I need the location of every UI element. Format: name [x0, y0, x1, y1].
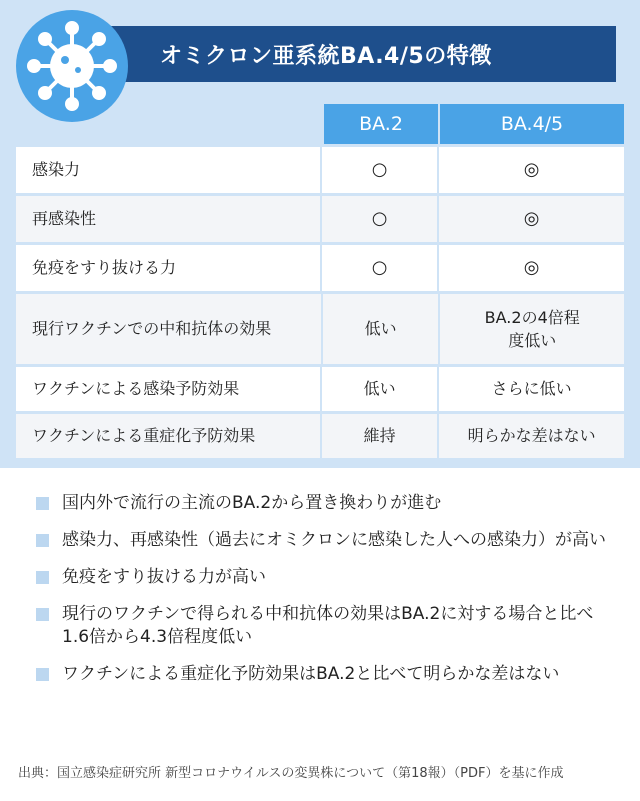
square-bullet-icon — [36, 668, 49, 681]
square-bullet-icon — [36, 534, 49, 547]
ba45-value: 明らかな差はない — [437, 414, 624, 458]
table-row — [16, 147, 624, 193]
list-item — [36, 529, 616, 552]
ba2-value: ○ — [320, 196, 437, 242]
ba2-value: ○ — [320, 147, 437, 193]
table-row — [16, 414, 624, 458]
ba45-value: ◎ — [437, 147, 624, 193]
page-title: オミクロン亜系統BA.4/5の特徴 — [160, 43, 492, 69]
bullet-text: 感染力、再感染性（過去にオミクロンに感染した人への感染力）が高い — [62, 530, 606, 550]
list-item — [36, 492, 616, 515]
ba45-value: BA.2の4倍程度低い — [438, 294, 624, 364]
square-bullet-icon — [36, 497, 49, 510]
bullet-text: ワクチンによる重症化予防効果はBA.2と比べて明らかな差はない — [62, 664, 560, 684]
square-bullet-icon — [36, 608, 49, 621]
list-item — [36, 603, 616, 649]
bullet-text: 免疫をすり抜ける力が高い — [62, 567, 266, 587]
table-row — [16, 245, 624, 291]
bullet-list — [36, 492, 616, 700]
header-ba2: BA.2 — [324, 104, 438, 144]
bullet-text: 現行のワクチンで得られる中和抗体の効果はBA.2に対する場合と比べ1.6倍から4.3倍程度低い — [62, 604, 594, 647]
row-label: 感染力 — [32, 160, 81, 180]
title-bar — [100, 26, 616, 82]
bullet-text: 国内外で流行の主流のBA.2から置き換わりが進む — [62, 493, 442, 513]
ba2-value: 低い — [320, 367, 437, 411]
square-bullet-icon — [36, 571, 49, 584]
list-item — [36, 663, 616, 686]
ba2-value: ○ — [320, 245, 437, 291]
list-item — [36, 566, 616, 589]
table-row — [16, 367, 624, 411]
header-ba45: BA.4/5 — [440, 104, 624, 144]
row-label: 再感染性 — [32, 209, 97, 229]
row-label: 現行ワクチンでの中和抗体の効果 — [32, 319, 272, 339]
source-citation: 出典：国立感染症研究所 新型コロナウイルスの変異株について（第18報）（PDF）を基に作成 — [18, 766, 564, 781]
comparison-table — [16, 104, 624, 458]
ba45-value: ◎ — [437, 196, 624, 242]
table-row — [16, 294, 624, 364]
ba2-value: 維持 — [320, 414, 437, 458]
row-label: 免疫をすり抜ける力 — [32, 258, 177, 278]
row-label: ワクチンによる重症化予防効果 — [32, 426, 256, 446]
table-row — [16, 196, 624, 242]
ba2-value: 低い — [321, 294, 439, 364]
row-label: ワクチンによる感染予防効果 — [32, 379, 240, 399]
table-header-row — [16, 104, 624, 144]
ba45-value: さらに低い — [437, 367, 624, 411]
ba45-value: ◎ — [437, 245, 624, 291]
